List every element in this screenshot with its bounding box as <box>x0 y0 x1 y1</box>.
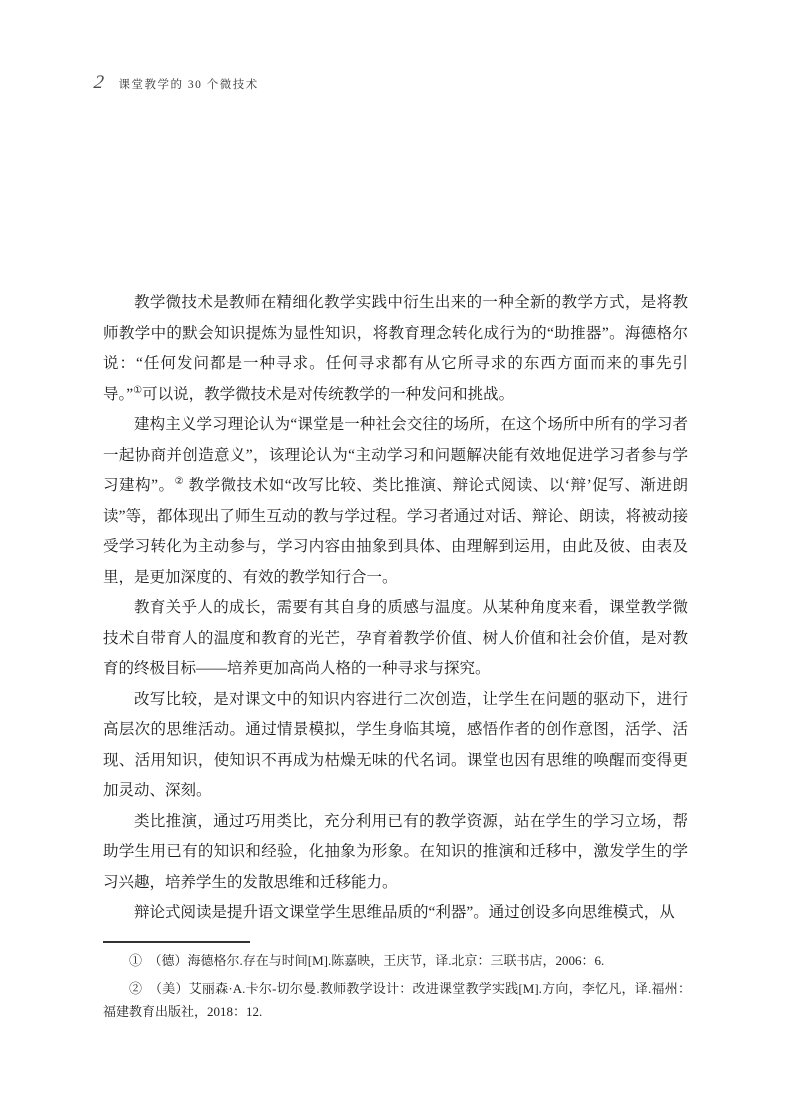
footnote-item: ① （德）海德格尔.存在与时间[M].陈嘉映，王庆节，译.北京：三联书店，2006：6. <box>129 953 605 968</box>
footnote-item: ② （美）艾丽森·A.卡尔-切尔曼.教师教学设计：改进课堂教学实践[M].方向，李忆凡，译.福州：福建教育出版社，2018：12. <box>103 981 691 1019</box>
body-paragraph: 建构主义学习理论认为“课堂是一种社会交往的场所，在这个场所中所有的学习者一起协商并创造意义”，该理论认为“主动学习和问题解决能有效地促进学习者参与学习建构”。② 教学微技术如“改写比较、类比推演、辩论式阅读、以‘辩’促写、渐进朗读”等，都体现出了师生互动的教与学过程。学习者通过对话、辩论、朗读，将被动接受学习转化为主动参与，学习内容由抽象到具体、由理解到运用，由此及彼、由表及里，是更加深度的、有效的教学知行合一。 <box>103 416 688 586</box>
body-paragraph: 教育关乎人的成长，需要有其自身的质感与温度。从某种角度来看，课堂教学微技术自带育人的温度和教育的光芒，孕育着教学价值、树人价值和社会价值，是对教育的终极目标——培养更加高尚人格的一种寻求与探究。 <box>103 599 688 677</box>
footnote-ref: ① <box>133 384 143 396</box>
footnote-separator <box>103 941 250 943</box>
page-number: 2 <box>92 72 106 93</box>
body-paragraph: 辩论式阅读是提升语文课堂学生思维品质的“利器”。通过创设多向思维模式，从 <box>134 904 675 921</box>
footnotes <box>103 949 691 1028</box>
body-paragraph: 改写比较，是对课文中的知识内容进行二次创造，让学生在问题的驱动下，进行高层次的思维活动。通过情景模拟，学生身临其境，感悟作者的创作意图，活学、活现、活用知识，使知识不再成为枯燥无味的代名词。课堂也因有思维的唤醒而变得更加灵动、深刻。 <box>103 690 688 799</box>
body-text <box>103 288 688 929</box>
running-title: 课堂教学的 30 个微技术 <box>118 79 259 91</box>
page-header <box>94 72 259 94</box>
body-paragraph: 教学微技术是教师在精细化教学实践中衍生出来的一种全新的教学方式，是将教师教学中的默会知识提炼为显性知识，将教育理念转化成行为的“助推器”。海德格尔说：“任何发问都是一种寻求。任何寻求都有从它所寻求的东西方面而来的事先引导。”①可以说，教学微技术是对传统教学的一种发问和挑战。 <box>103 294 688 403</box>
footnote-ref: ② <box>174 475 185 487</box>
body-paragraph: 类比推演，通过巧用类比，充分利用已有的教学资源，站在学生的学习立场，帮助学生用已有的知识和经验，化抽象为形象。在知识的推演和迁移中，激发学生的学习兴趣，培养学生的发散思维和迁移能力。 <box>103 812 688 891</box>
